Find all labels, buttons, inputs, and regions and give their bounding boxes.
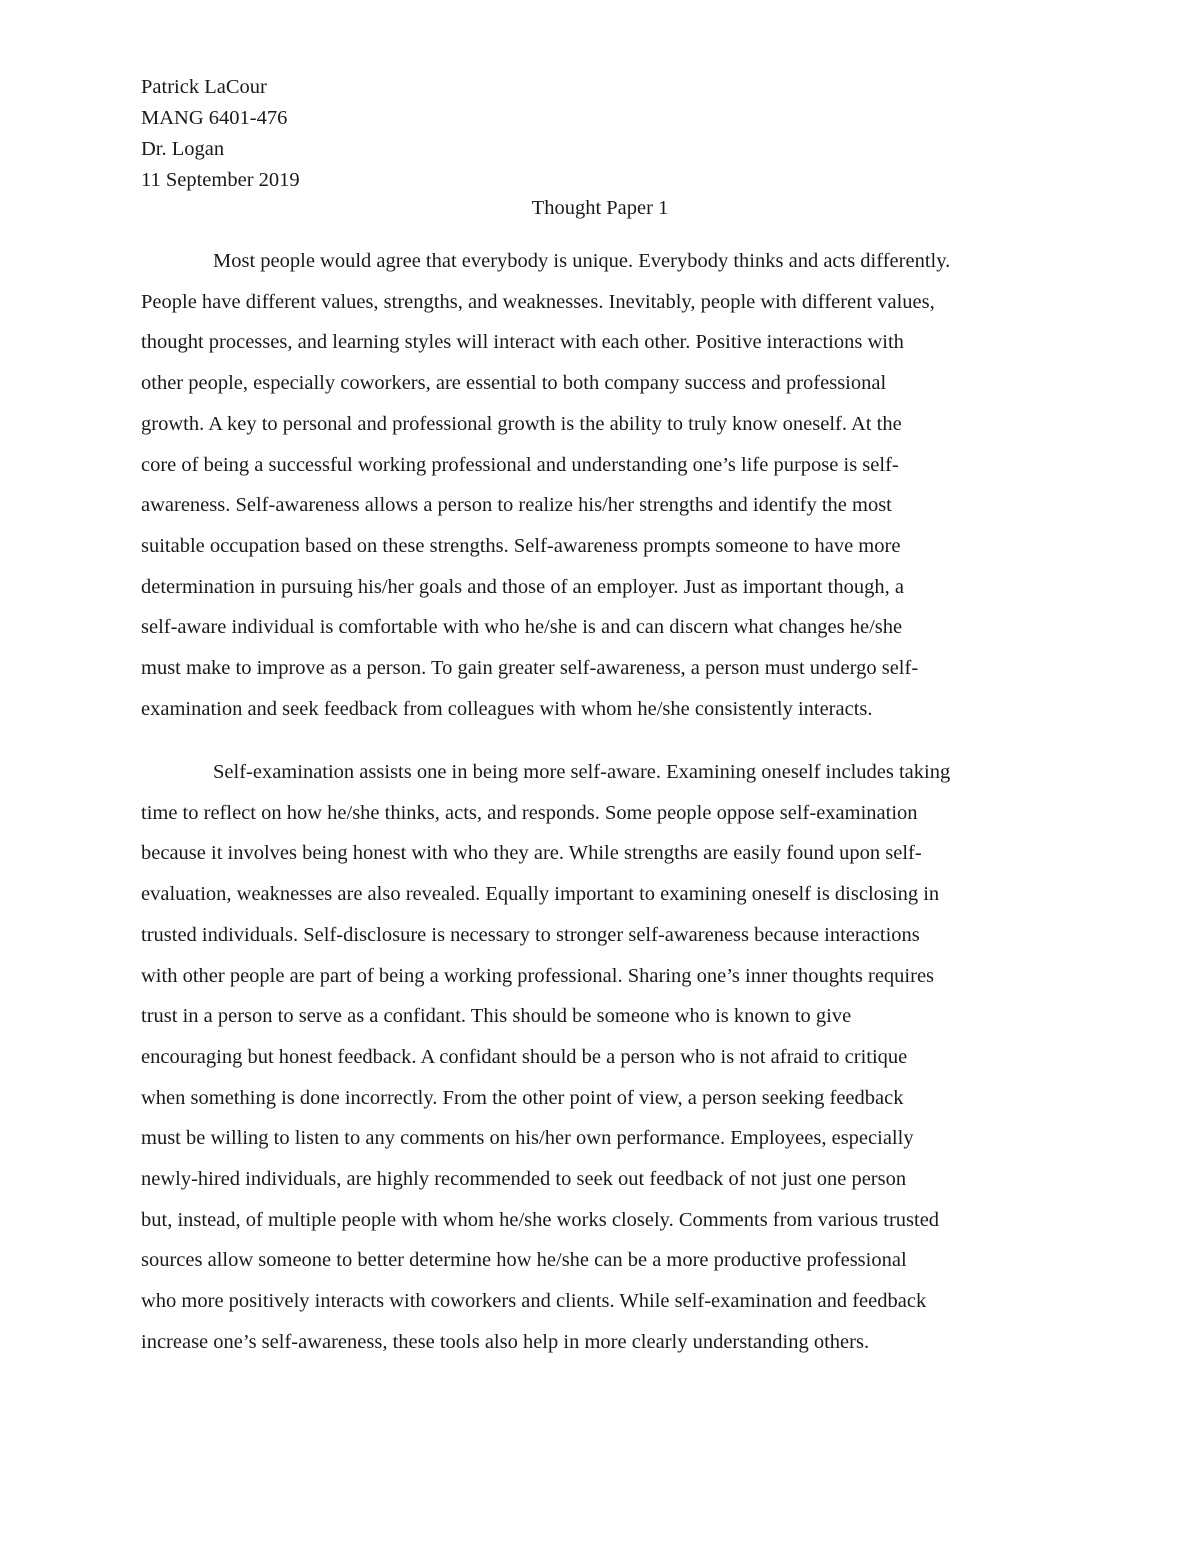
paragraph-line: because it involves being honest with who they are. While strengths are easily found upon self- [141,842,922,865]
paragraph-line: time to reflect on how he/she thinks, acts, and responds. Some people oppose self-examination [141,801,918,824]
paragraph-line: other people, especially coworkers, are essential to both company success and professional [141,372,887,395]
paragraph-line: People have different values, strengths, and weaknesses. Inevitably, people with different values, [141,290,935,313]
paragraph-line: determination in pursuing his/her goals and those of an employer. Just as important though, a [141,575,904,598]
paragraph-line: self-aware individual is comfortable with who he/she is and can discern what changes he/she [141,616,903,639]
paper-title: Thought Paper 1 [531,197,669,219]
paragraph-line: core of being a successful working professional and understanding one’s life purpose is self- [141,453,899,476]
paragraph-line: evaluation, weaknesses are also revealed. Equally important to examining oneself is disclosing in [141,883,940,906]
body-paragraph-1 [141,241,950,729]
body-paragraph-2 [141,752,950,1363]
course-code: MANG 6401-476 [141,107,288,129]
paragraph-line: examination and seek feedback from colleagues with whom he/she consistently interacts. [141,697,873,720]
paragraph-line: Most people would agree that everybody is unique. Everybody thinks and acts differently. [213,250,951,272]
paragraph-line: when something is done incorrectly. From the other point of view, a person seeking feedback [141,1086,904,1109]
paragraph-line: with other people are part of being a working professional. Sharing one’s inner thoughts requires [141,964,935,987]
paragraph-line: but, instead, of multiple people with whom he/she works closely. Comments from various trusted [141,1208,940,1231]
paragraph-line: thought processes, and learning styles will interact with each other. Positive interactions with [141,331,904,354]
paragraph-line: must make to improve as a person. To gain greater self-awareness, a person must undergo self- [141,657,919,680]
paragraph-line: suitable occupation based on these strengths. Self-awareness prompts someone to have more [141,534,901,557]
paragraph-line: trust in a person to serve as a confidant. This should be someone who is known to give [141,1005,852,1028]
paragraph-line: who more positively interacts with coworkers and clients. While self-examination and feedback [141,1290,927,1313]
paragraph-line: growth. A key to personal and professional growth is the ability to truly know oneself. At the [141,412,902,435]
document-header [141,72,300,196]
paper-date: 11 September 2019 [141,169,300,191]
paragraph-line: encouraging but honest feedback. A confidant should be a person who is not afraid to critique [141,1045,908,1068]
paragraph-line: sources allow someone to better determine how he/she can be a more productive professional [141,1249,907,1272]
paragraph-line: newly-hired individuals, are highly recommended to seek out feedback of not just one person [141,1168,907,1191]
paragraph-line: trusted individuals. Self-disclosure is necessary to stronger self-awareness because interactions [141,923,920,946]
paragraph-line: Self-examination assists one in being more self-aware. Examining oneself includes taking [213,761,951,783]
author-name: Patrick LaCour [141,76,267,98]
paragraph-line: awareness. Self-awareness allows a person to realize his/her strengths and identify the most [141,494,892,517]
paragraph-line: must be willing to listen to any comments on his/her own performance. Employees, especially [141,1127,914,1150]
instructor-name: Dr. Logan [141,138,225,160]
paragraph-line: increase one’s self-awareness, these tools also help in more clearly understanding others. [141,1330,870,1353]
